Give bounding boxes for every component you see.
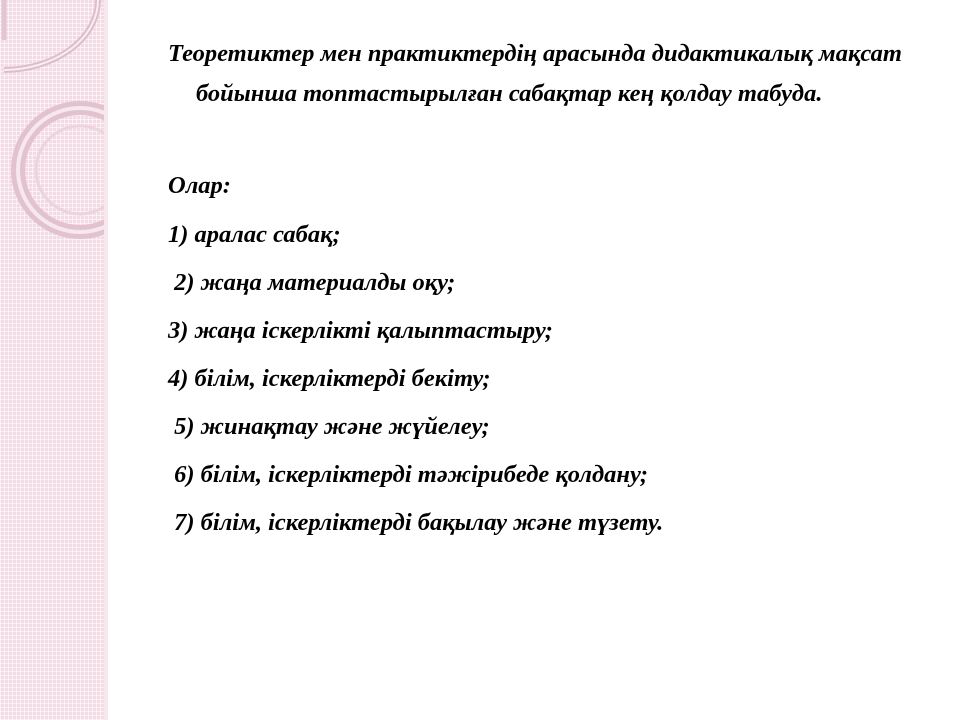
slide-content xyxy=(168,34,928,556)
list-item: 4) білім, іскерліктерді бекіту; xyxy=(168,365,491,392)
list-item: 6) білім, іскерліктерді тәжірибеде қолдану; xyxy=(168,461,649,488)
decorative-side-strip xyxy=(0,0,108,720)
list-title: Олар: xyxy=(168,172,231,199)
lesson-types-list xyxy=(168,220,928,556)
list-item: 3) жаңа іскерлікті қалыптастыру; xyxy=(168,317,553,344)
list-item: 7) білім, іскерліктерді бақылау және түзету. xyxy=(168,509,664,536)
decorative-rings-icon xyxy=(0,0,108,260)
strip-edge xyxy=(104,0,108,720)
list-item: 2) жаңа материалды оқу; xyxy=(168,269,456,296)
intro-paragraph: Теоретиктер мен практиктердің арасында дидактикалық мақсат бойынша топтастырылған сабақтар кең қолдау табуда. xyxy=(168,40,902,107)
list-item: 5) жинақтау және жүйелеу; xyxy=(168,413,490,440)
list-item: 1) аралас сабақ; xyxy=(168,221,341,248)
